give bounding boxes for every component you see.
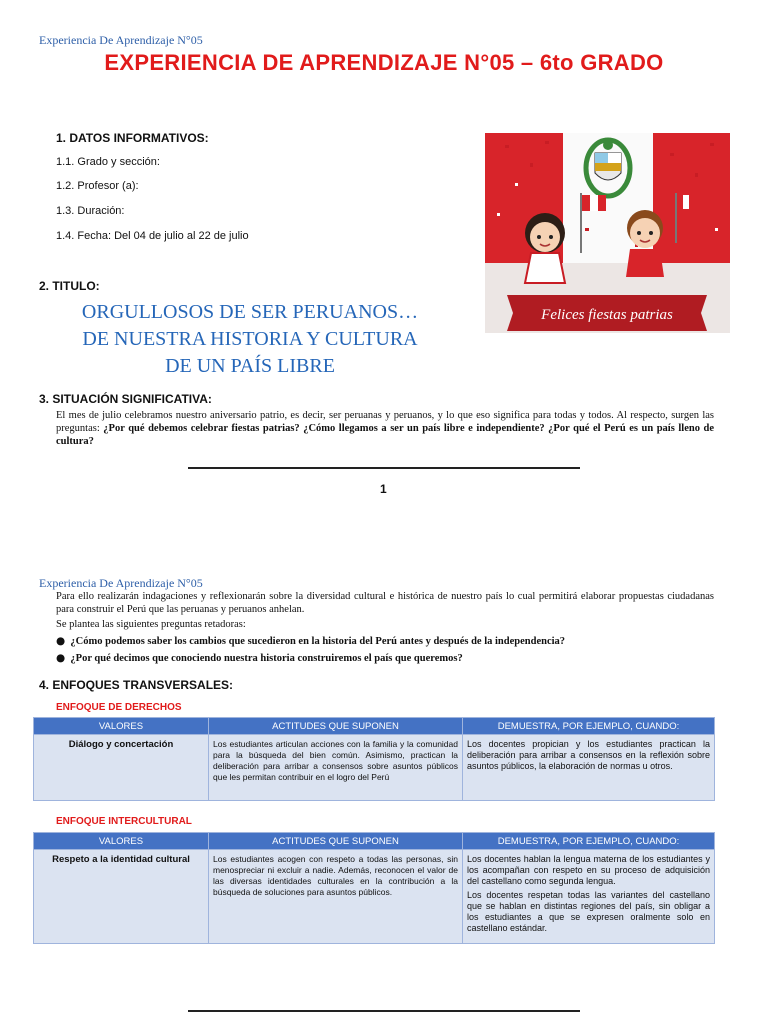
titulo-line-1: ORGULLOSOS DE SER PERUANOS… [81,301,419,323]
section-situacion: 3. SITUACIÓN SIGNIFICATIVA: [39,392,212,406]
info-profesor: 1.2. Profesor (a): [56,180,139,192]
page-number: 1 [380,482,387,496]
header-actitudes: ACTITUDES QUE SUPONEN [209,833,463,850]
banner-caption: Felices fiestas patrias [541,307,673,323]
demuestra-item-2: Los docentes respetan todas las variantes del castellano que se hablan en distintas regiones del país, sin obligar a los estudiantes a que se expresen oralmente solo en castellano estándar. [467,890,710,933]
retadoras-intro: Se plantea las siguientes preguntas retadoras: [56,619,246,630]
bullet-2: ● ¿Por qué decimos que conociendo nuestra historia construiremos el país que queremos? [56,652,463,664]
bullet-dot-icon: ● [56,635,66,647]
running-header-2: Experiencia De Aprendizaje N°05 [39,576,203,590]
table-row [34,735,715,801]
header-actitudes: ACTITUDES QUE SUPONEN [209,718,463,735]
table-header-row [34,833,715,850]
section-datos-informativos: 1. DATOS INFORMATIVOS: [56,131,209,145]
demuestra-cell: Los docentes propician y los estudiantes practican la deliberación para arribar a consensos en la reflexión sobre asuntos públicos, la elaboración de normas u otros. [463,735,715,801]
demuestra-item-1: Los docentes hablan la lengua materna de los estudiantes y los acompañan con respeto en su proceso de adquisición del castellano como segunda lengua. [467,854,710,886]
bullet-dot-icon: ● [56,652,66,664]
demuestra-cell [463,850,715,944]
header-demuestra: DEMUESTRA, POR EJEMPLO, CUANDO: [463,833,715,850]
valor-cell: Diálogo y concertación [34,735,209,801]
info-fecha: 1.4. Fecha: Del 04 de julio al 22 de julio [56,230,249,242]
actitud-cell: Los estudiantes articulan acciones con la familia y la comunidad para la búsqueda del bien común. Asimismo, practican la deliberación para arribar a consensos sobre asuntos públicos que les permitan contribuir en el logro del Perú [209,735,463,801]
enfoque-intercultural-table [33,832,715,944]
situacion-text [56,409,714,448]
enfoque-derechos-table [33,717,715,801]
intro-paragraph: Para ello realizarán indagaciones y reflexionarán sobre la diversidad cultural e histórica de nuestro país lo cual permitirá elaborar propuestas ciudadanas para construir el Perú que las peruanas y peruanos anhelan. [56,591,714,615]
table-header-row [34,718,715,735]
fiestas-patrias-illustration [485,133,730,333]
header-demuestra: DEMUESTRA, POR EJEMPLO, CUANDO: [463,718,715,735]
header-valores: VALORES [34,718,209,735]
situacion-questions: ¿Por qué debemos celebrar fiestas patrias? ¿Cómo llegamos a ser un país libre e independiente? ¿Por qué el Perú es un país lleno de cultura? [56,423,714,447]
actitud-cell: Los estudiantes acogen con respeto a todas las personas, sin menospreciar ni excluir a nadie. Además, reconocen el valor de las diversas identidades culturales en la contribución a la búsqueda de soluciones para asuntos públicos. [209,850,463,944]
titulo-line-2: DE NUESTRA HISTORIA Y CULTURA [82,328,418,350]
info-duracion: 1.3. Duración: [56,205,125,217]
table-row [34,850,715,944]
section-titulo: 2. TITULO: [39,279,100,293]
info-grado: 1.1. Grado y sección: [56,156,160,168]
page-divider [188,467,580,469]
titulo-line-3: DE UN PAÍS LIBRE [165,355,335,377]
valor-cell: Respeto a la identidad cultural [34,850,209,944]
bullet-1: ● ¿Cómo podemos saber los cambios que sucedieron en la historia del Perú antes y después de la independencia? [56,635,566,647]
header-valores: VALORES [34,833,209,850]
page-divider-2 [188,1010,580,1012]
running-header: Experiencia De Aprendizaje N°05 [39,33,203,47]
enfoque-intercultural-label: ENFOQUE INTERCULTURAL [56,816,192,827]
section-enfoques: 4. ENFOQUES TRANSVERSALES: [39,678,234,692]
enfoque-derechos-label: ENFOQUE DE DERECHOS [56,702,182,713]
situacion-intro: El mes de julio celebramos nuestro aniversario patrio, es decir, ser peruanas y peruanos, y lo que eso significa para todas y todos. Al respecto, surgen las preguntas: [56,410,714,434]
document-title: EXPERIENCIA DE APRENDIZAJE N°05 – 6to GRADO [104,50,664,75]
